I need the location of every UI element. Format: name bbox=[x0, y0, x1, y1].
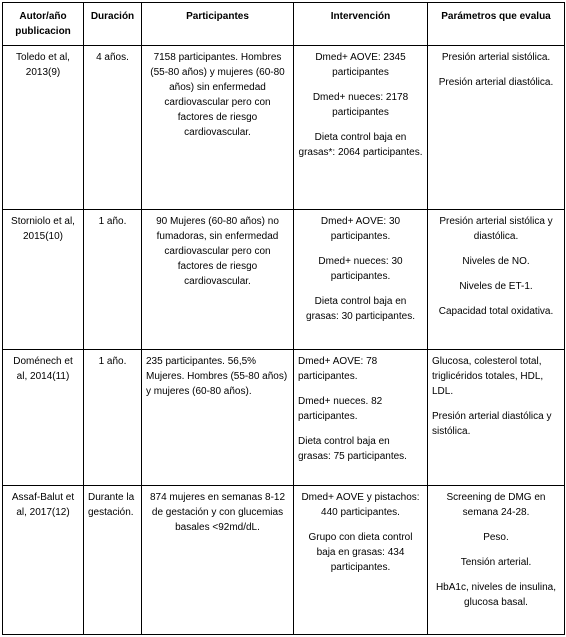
intervencion-item: Grupo con dieta control baja en grasas: 434 participantes. bbox=[308, 532, 413, 573]
intervencion-item: Dieta control baja en grasas: 30 participantes. bbox=[306, 296, 415, 322]
parametro-item: Niveles de NO. bbox=[462, 256, 530, 267]
cell-duracion: Durante la gestación. bbox=[84, 486, 142, 635]
cell-autor: Storniolo et al, 2015(10) bbox=[3, 210, 84, 350]
parametro-item: Glucosa, colesterol total, triglicéridos totales, HDL, LDL. bbox=[432, 356, 544, 397]
cell-participantes: 235 participantes. 56,5% Mujeres. Hombres (55-80 años) y mujeres (60-80 años). bbox=[142, 350, 294, 486]
cell-duracion: 1 año. bbox=[84, 350, 142, 486]
cell-parametros bbox=[428, 350, 565, 486]
intervencion-item: Dmed+ AOVE: 2345 participantes bbox=[315, 52, 406, 78]
parametro-item: Presión arterial diastólica y sistólica. bbox=[432, 411, 552, 437]
cell-intervencion bbox=[294, 350, 428, 486]
header-parametros: Parámetros que evalua bbox=[428, 3, 565, 46]
parametro-item: Peso. bbox=[483, 532, 509, 543]
table-row bbox=[3, 486, 565, 635]
cell-participantes: 90 Mujeres (60-80 años) no fumadoras, sin enfermedad cardiovascular pero con factores de riesgo cardiovascular. bbox=[142, 210, 294, 350]
cell-intervencion bbox=[294, 210, 428, 350]
header-autor: Autor/año publicacion bbox=[3, 3, 84, 46]
cell-participantes: 7158 participantes. Hombres (55-80 años) y mujeres (60-80 años) sin enfermedad cardiovascular pero con factores de riesgo cardiovascular. bbox=[142, 46, 294, 210]
intervencion-item: Dieta control baja en grasas*: 2064 participantes. bbox=[298, 132, 423, 158]
parametro-item: Presión arterial sistólica y diastólica. bbox=[439, 216, 553, 242]
parametro-item: Niveles de ET-1. bbox=[459, 281, 533, 292]
parametro-item: Presión arterial sistólica. bbox=[441, 52, 551, 63]
header-participantes: Participantes bbox=[142, 3, 294, 46]
parametro-item: Tensión arterial. bbox=[460, 557, 532, 568]
intervencion-item: Dieta control baja en grasas: 75 participantes. bbox=[298, 436, 407, 462]
parametro-item: Capacidad total oxidativa. bbox=[438, 306, 554, 317]
cell-parametros bbox=[428, 210, 565, 350]
cell-intervencion bbox=[294, 486, 428, 635]
table-row bbox=[3, 210, 565, 350]
cell-intervencion bbox=[294, 46, 428, 210]
studies-table bbox=[2, 2, 565, 635]
cell-autor: Doménech et al, 2014(11) bbox=[3, 350, 84, 486]
cell-parametros bbox=[428, 486, 565, 635]
parametro-item: HbA1c, niveles de insulina, glucosa basal. bbox=[435, 582, 557, 608]
intervencion-item: Dmed+ AOVE: 78 participantes. bbox=[298, 356, 378, 382]
cell-autor: Assaf-Balut et al, 2017(12) bbox=[3, 486, 84, 635]
parametro-item: Screening de DMG en semana 24-28. bbox=[446, 492, 546, 518]
header-row bbox=[3, 3, 565, 46]
header-duracion: Duración bbox=[84, 3, 142, 46]
table-row bbox=[3, 350, 565, 486]
cell-duracion: 4 años. bbox=[84, 46, 142, 210]
header-intervencion: Intervención bbox=[294, 3, 428, 46]
intervencion-item: Dmed+ AOVE: 30 participantes. bbox=[320, 216, 401, 242]
cell-parametros bbox=[428, 46, 565, 210]
table-row bbox=[3, 46, 565, 210]
cell-autor: Toledo et al, 2013(9) bbox=[3, 46, 84, 210]
intervencion-item: Dmed+ nueces: 30 participantes. bbox=[318, 256, 403, 282]
intervencion-item: Dmed+ nueces. 82 participantes. bbox=[298, 396, 383, 422]
cell-participantes: 874 mujeres en semanas 8-12 de gestación y con glucemias basales <92md/dL. bbox=[142, 486, 294, 635]
parametro-item: Presión arterial diastólica. bbox=[438, 77, 554, 88]
cell-duracion: 1 año. bbox=[84, 210, 142, 350]
intervencion-item: Dmed+ nueces: 2178 participantes bbox=[312, 92, 409, 118]
intervencion-item: Dmed+ AOVE y pistachos: 440 participantes. bbox=[301, 492, 420, 518]
